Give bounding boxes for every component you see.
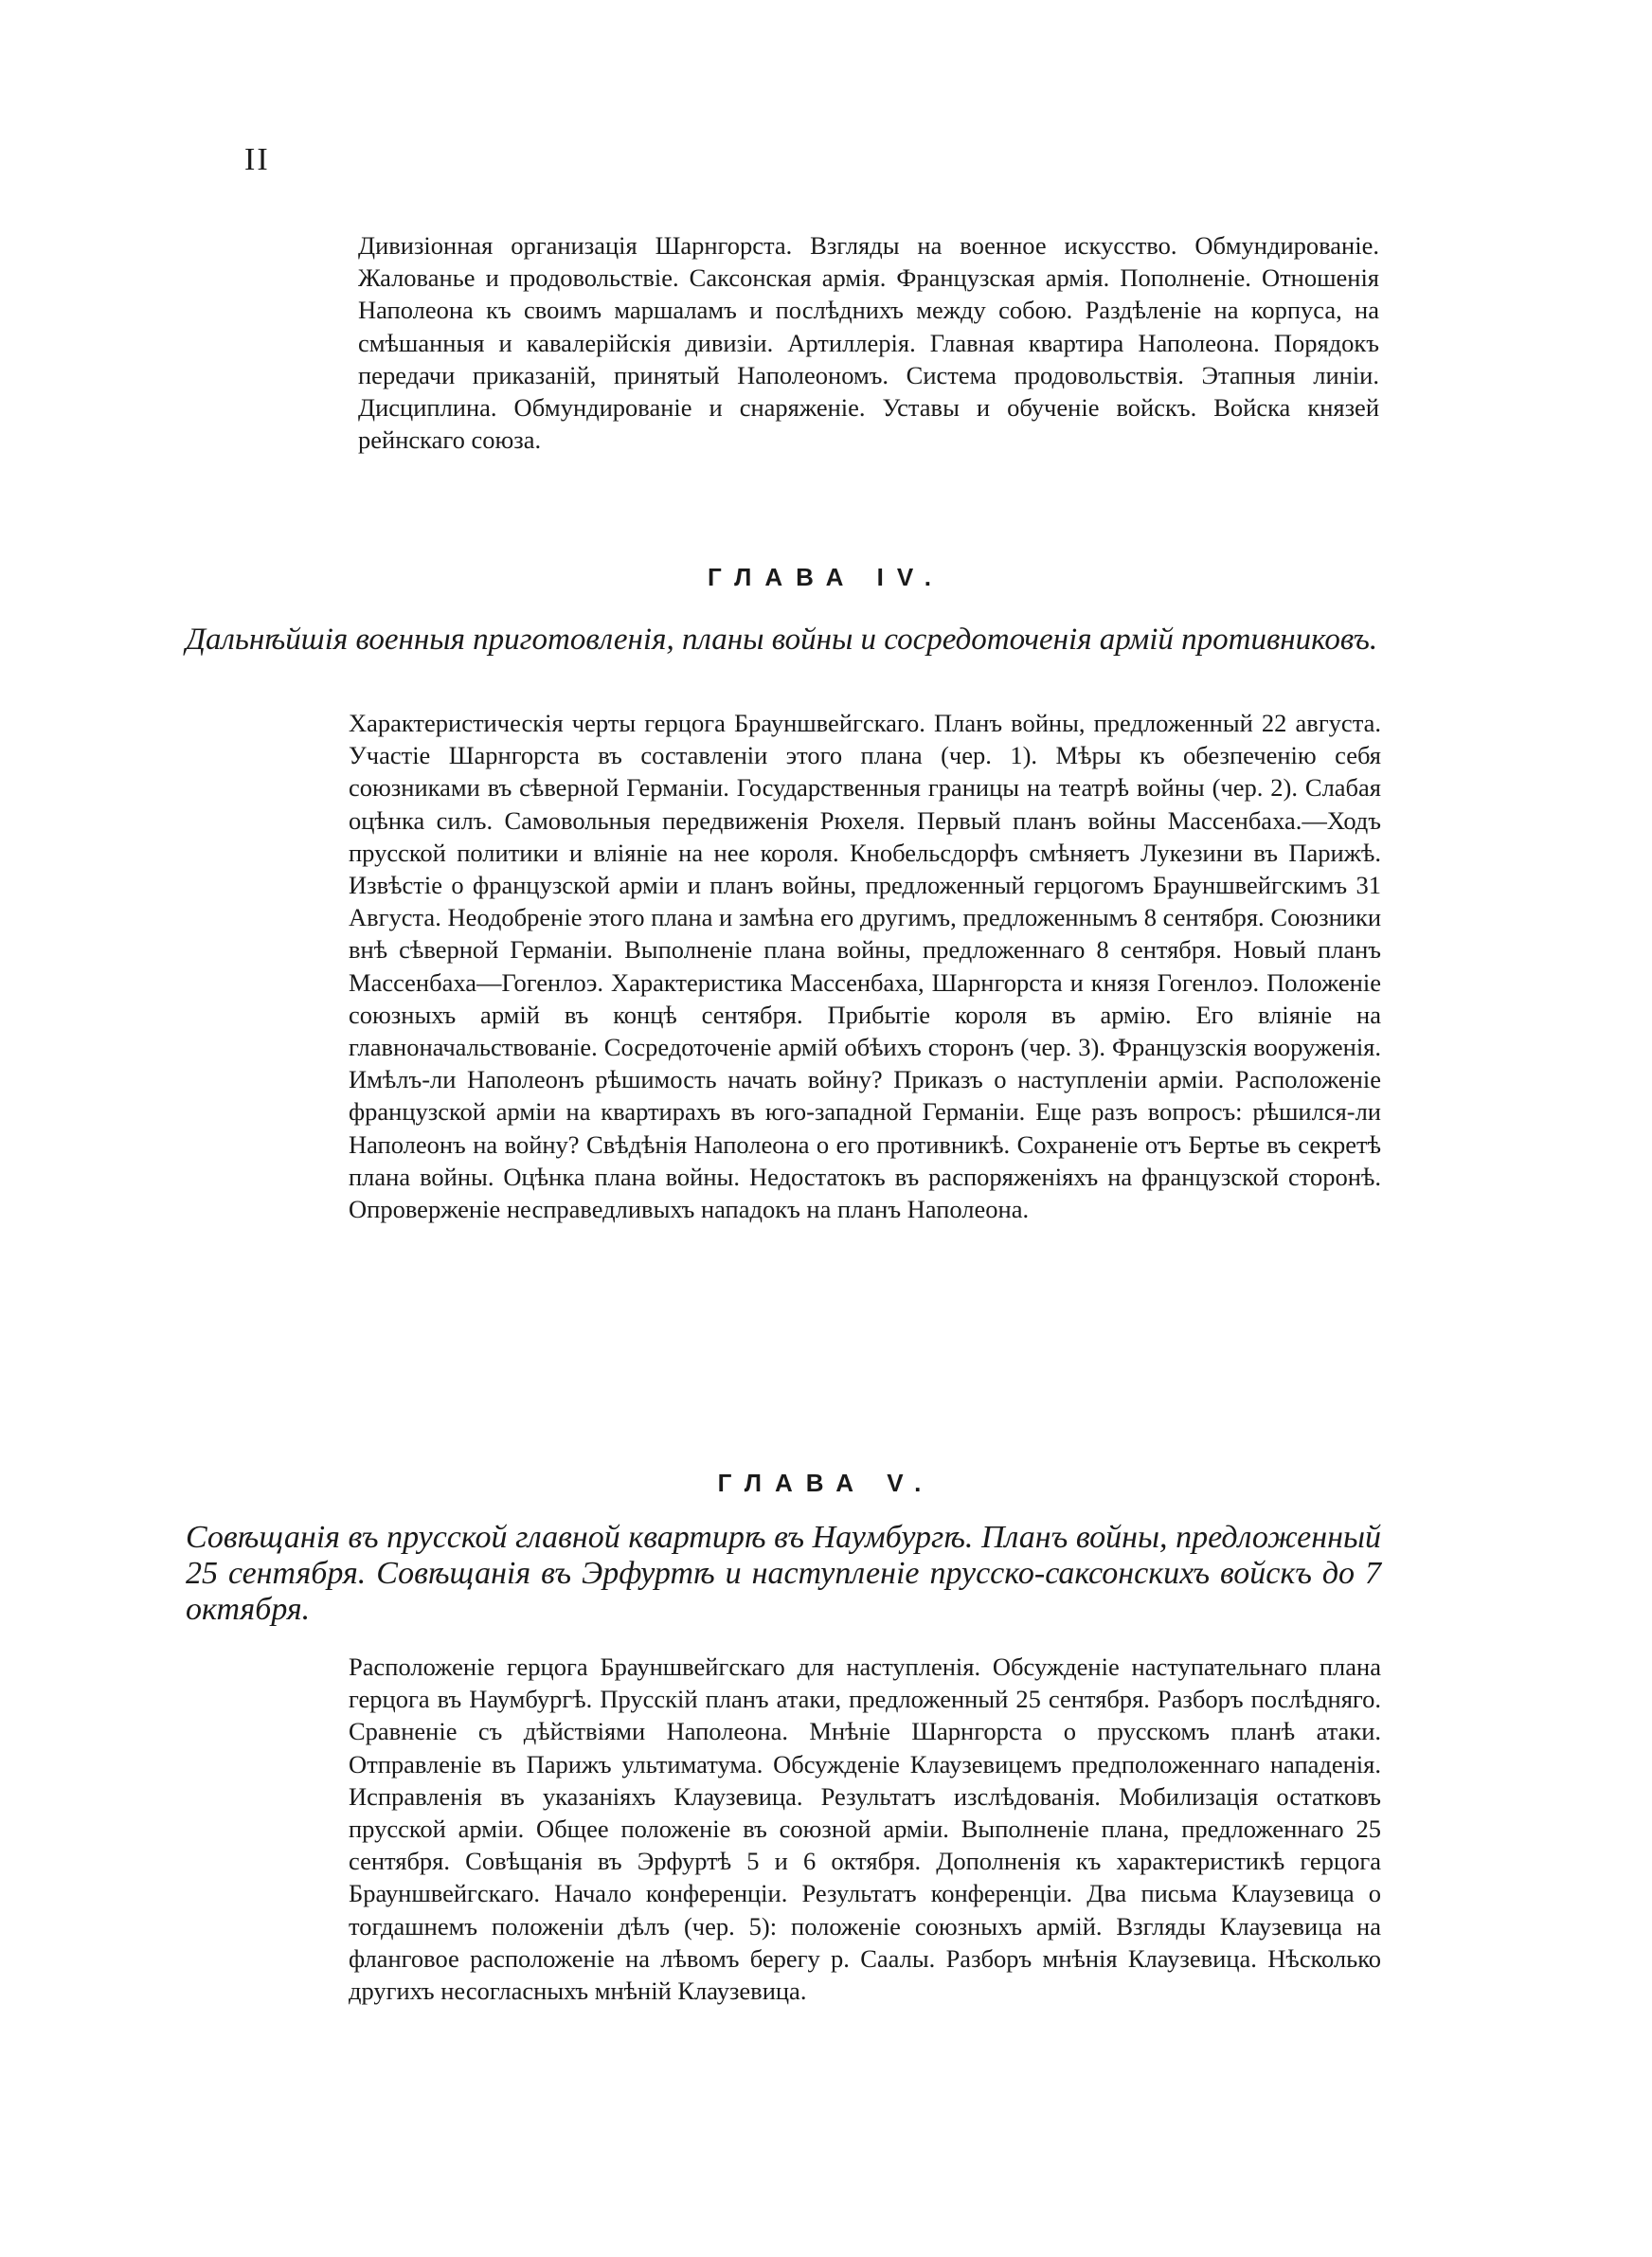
chapter-summary-iv: Характеристическія черты герцога Брауншвейгскаго. Планъ войны, предложенный 22 августа. Участіе Шарнгорста въ составленіи этого плана (чер. 1). Мѣры къ обезпеченію себя союзниками въ сѣверной Германіи. Государственныя границы на театрѣ войны (чер. 2). Слабая оцѣнка силъ. Самовольныя передвиженія Рюхеля. Первый планъ войны Массенбаха.—Ходъ прусской политики и вліяніе на нее короля. Кнобельсдорфъ смѣняетъ Лукезини въ Парижѣ. Извѣстіе о французской арміи и планъ войны, предложенный герцогомъ Брауншвейгскимъ 31 Августа. Неодобреніе этого плана и замѣна его другимъ, предложеннымъ 8 сентября. Союзники внѣ сѣверной Германіи. Выполненіе плана войны, предложеннаго 8 сентября. Новый планъ Массенбаха—Гогенлоэ. Характеристика Массенбаха, Шарнгорста и князя Гогенлоэ. Положеніе союзныхъ армій въ концѣ сентября. Прибытіе короля въ армію. Его вліяніе на главноначальствованіе. Сосредоточеніе армій обѣихъ сторонъ (чер. 3). Французскія вооруженія. Имѣлъ-ли Наполеонъ рѣшимость начать войну? Приказъ о наступленіи арміи. Расположеніе французской арміи на квартирахъ въ юго-западной Германіи. Еще разъ вопросъ: рѣшился-ли Наполеонъ на войну? Свѣдѣнія Наполеона о его противникѣ. Сохраненіе отъ Бертье въ секретѣ плана войны. Оцѣнка плана войны. Недостатокъ въ распоряженіяхъ на французской сторонѣ. Опроверженіе несправедливыхъ нападокъ на планъ Наполеона. <box>349 709 1381 1224</box>
chapter-title-iv: Дальнѣйшія военныя приготовленія, планы войны и сосредоточенія армій противниковъ. <box>186 623 1378 657</box>
chapter-heading-v: ГЛАВА V. <box>717 1469 935 1497</box>
chapter-title-v: Совѣщанія въ прусской главной квартирѣ въ Наумбургѣ. Планъ войны, предложенный 25 сентября. Совѣщанія въ Эрфуртѣ и наступленіе прусско-саксонскихъ войскъ до 7 октября. <box>186 1520 1381 1627</box>
intro-paragraph: Дивизіонная организація Шарнгорста. Взгляды на военное искусство. Обмундированіе. Жалованье и продовольствіе. Саксонская армія. Французская армія. Пополненіе. Отношенія Наполеона къ своимъ маршаламъ и послѣднихъ между собою. Раздѣленіе на корпуса, на смѣшанныя и кавалерійскія дивизіи. Артиллерія. Главная квартира Наполеона. Порядокъ передачи приказаній, принятый Наполеономъ. Система продовольствія. Этапныя линіи. Дисциплина. Обмундированіе и снаряженіе. Уставы и обученіе войскъ. Войска князей рейнскаго союза. <box>358 231 1379 455</box>
chapter-heading-iv: ГЛАВА IV. <box>708 563 944 591</box>
chapter-summary-v: Расположеніе герцога Брауншвейгскаго для наступленія. Обсужденіе наступательнаго плана герцога въ Наумбургѣ. Прусскій планъ атаки, предложенный 25 сентября. Разборъ послѣдняго. Сравненіе съ дѣйствіями Наполеона. Мнѣніе Шарнгорста о прусскомъ планѣ атаки. Отправленіе въ Парижъ ультиматума. Обсужденіе Клаузевицемъ предположеннаго нападенія. Исправленія въ указаніяхъ Клаузевица. Результатъ изслѣдованія. Мобилизація остатковъ прусской арміи. Общее положеніе въ союзной арміи. Выполненіе плана, предложеннаго 25 сентября. Совѣщанія въ Эрфуртѣ 5 и 6 октября. Дополненія къ характеристикѣ герцога Брауншвейгскаго. Начало конференціи. Результатъ конференціи. Два письма Клаузевица о тогдашнемъ положеніи дѣлъ (чер. 5): положеніе союзныхъ армій. Взгляды Клаузевица на фланговое расположеніе на лѣвомъ берегу р. Саалы. Разборъ мнѣнія Клаузевица. Нѣсколько другихъ несогласныхъ мнѣній Клаузевица. <box>349 1652 1381 2006</box>
page-number: II <box>244 142 270 177</box>
